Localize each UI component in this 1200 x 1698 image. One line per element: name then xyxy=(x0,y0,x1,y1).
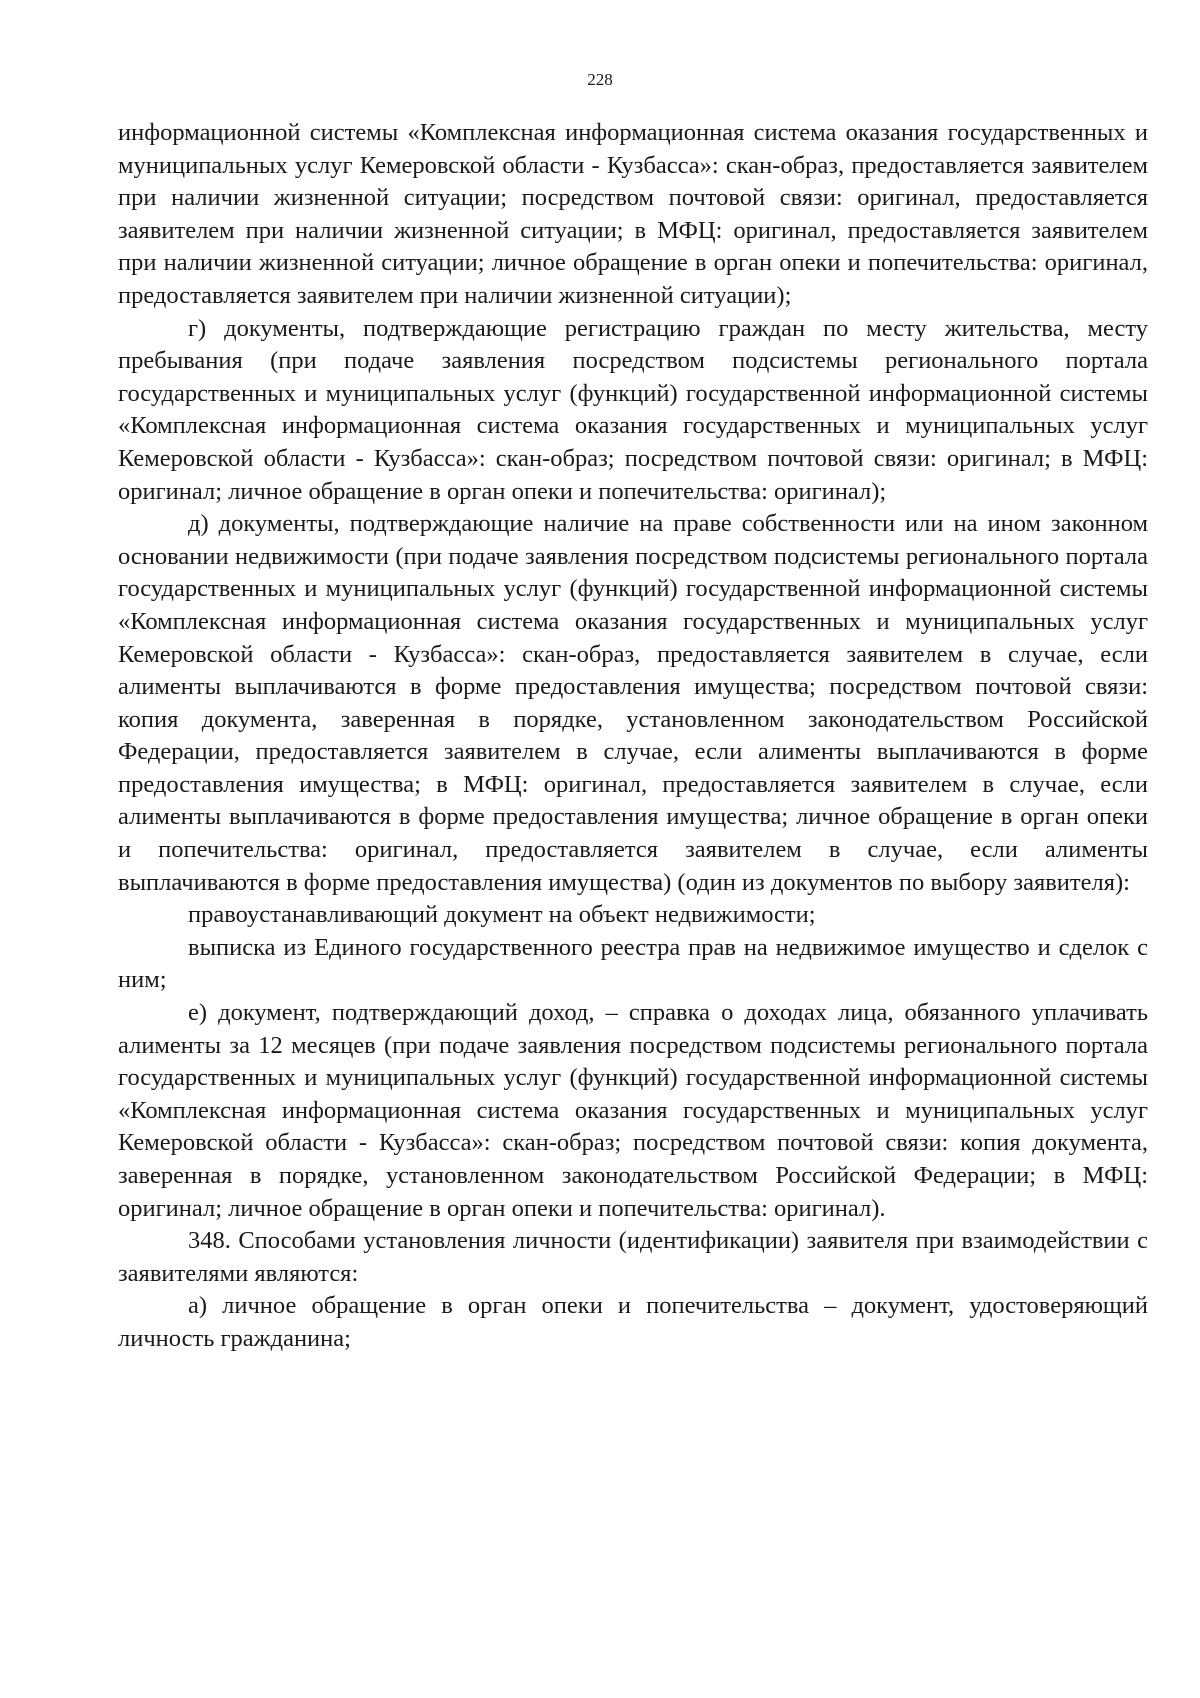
document-body xyxy=(118,117,1148,1356)
paragraph-continuation: информационной системы «Комплексная информационная система оказания государственных и муниципальных услуг Кемеровской области - Кузбасса»: скан-образ, предоставляется заявителем при наличии жизненной ситуации; посредством почтовой связи: оригинал, предоставляется заявителем при наличии жизненной ситуации; в МФЦ: оригинал, предоставляется заявителем при наличии жизненной ситуации; личное обращение в орган опеки и попечительства: оригинал, предоставляется заявителем при наличии жизненной ситуации); xyxy=(118,119,1148,309)
paragraph-title-document: правоустанавливающий документ на объект недвижимости; xyxy=(188,901,816,929)
paragraph-item-a: а) личное обращение в орган опеки и попечительства – документ, удостоверяющий личность гражданина; xyxy=(118,1292,1148,1352)
paragraph-item-d: д) документы, подтверждающие наличие на праве собственности или на ином законном основании недвижимости (при подаче заявления посредством подсистемы регионального портала государственных и муниципальных услуг (функций) государственной информационной системы «Комплексная информационная система оказания государственных и муниципальных услуг Кемеровской области - Кузбасса»: скан-образ, предоставляется заявителем в случае, если алименты выплачиваются в форме предоставления имущества; посредством почтовой связи: копия документа, заверенная в порядке, установленном законодательством Российской Федерации, предоставляется заявителем в случае, если алименты выплачиваются в форме предоставления имущества; в МФЦ: оригинал, предоставляется заявителем в случае, если алименты выплачиваются в форме предоставления имущества; личное обращение в орган опеки и попечительства: оригинал, предоставляется заявителем в случае, если алименты выплачиваются в форме предоставления имущества) (один из документов по выбору заявителя): xyxy=(118,510,1148,896)
paragraph-item-e: е) документ, подтверждающий доход, – справка о доходах лица, обязанного уплачивать алименты за 12 месяцев (при подаче заявления посредством подсистемы регионального портала государственных и муниципальных услуг (функций) государственной информационной системы «Комплексная информационная система оказания государственных и муниципальных услуг Кемеровской области - Кузбасса»: скан-образ; посредством почтовой связи: копия документа, заверенная в порядке, установленном законодательством Российской Федерации; в МФЦ: оригинал; личное обращение в орган опеки и попечительства: оригинал). xyxy=(118,999,1148,1222)
paragraph-item-g: г) документы, подтверждающие регистрацию граждан по месту жительства, месту пребывания (при подаче заявления посредством подсистемы регионального портала государственных и муниципальных услуг (функций) государственной информационной системы «Комплексная информационная система оказания государственных и муниципальных услуг Кемеровской области - Кузбасса»: скан-образ; посредством почтовой связи: оригинал; в МФЦ: оригинал; личное обращение в орган опеки и попечительства: оригинал); xyxy=(118,314,1148,505)
paragraph-clause-348: 348. Способами установления личности (идентификации) заявителя при взаимодействии с заявителями являются: xyxy=(118,1227,1148,1287)
page-number: 228 xyxy=(587,70,613,89)
paragraph-registry-extract: выписка из Единого государственного реестра прав на недвижимое имущество и сделок с ним; xyxy=(118,933,1148,994)
